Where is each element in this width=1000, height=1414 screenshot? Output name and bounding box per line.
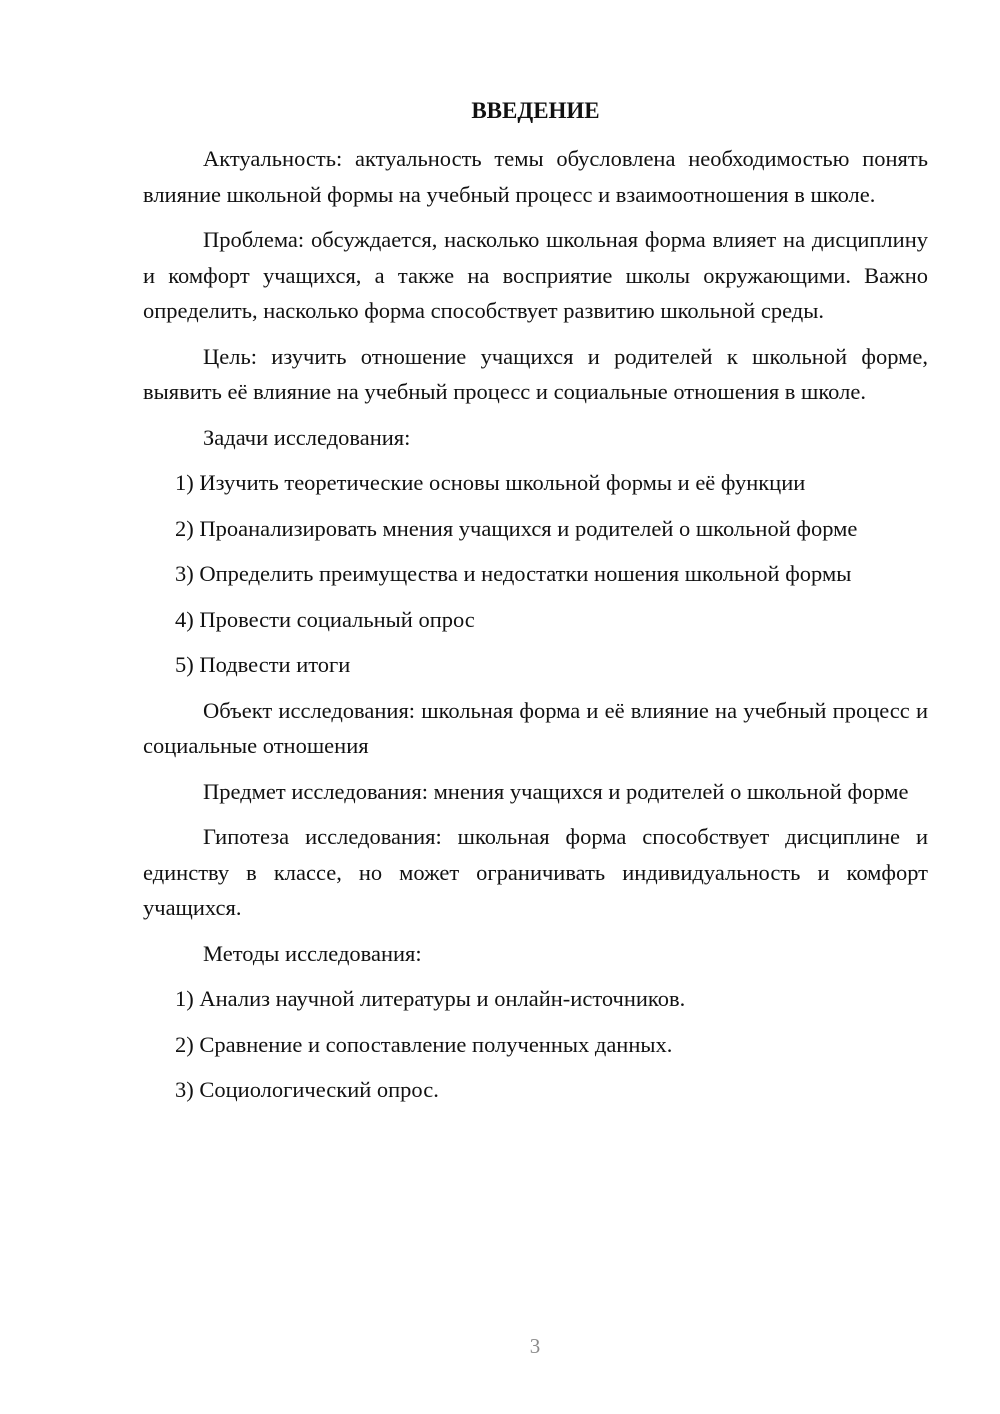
relevance-paragraph: Актуальность: актуальность темы обусловлена необходимостью понять влияние школьной формы на учебный процесс и взаимоотношения в школе. — [143, 146, 928, 207]
task-item: 2) Проанализировать мнения учащихся и родителей о школьной форме — [175, 515, 858, 541]
object-paragraph: Объект исследования: школьная форма и её влияние на учебный процесс и социальные отношения — [143, 697, 928, 758]
task-item: 1) Изучить теоретические основы школьной формы и её функции — [175, 470, 806, 495]
subject-paragraph: Предмет исследования: мнения учащихся и родителей о школьной форме — [203, 778, 909, 804]
section-heading: ВВЕДЕНИЕ — [471, 98, 600, 123]
page-number: 3 — [529, 1334, 541, 1358]
problem-paragraph: Проблема: обсуждается, насколько школьная форма влияет на дисциплину и комфорт учащихся, а также на восприятие школы окружающими. Важно определить, насколько форма способствует развитию школьной среды. — [143, 227, 928, 323]
task-item: 3) Определить преимущества и недостатки ношения школьной формы — [175, 561, 852, 586]
method-item: 2) Сравнение и сопоставление полученных данных. — [175, 1031, 673, 1057]
task-item: 5) Подвести итоги — [175, 652, 351, 677]
goal-paragraph: Цель: изучить отношение учащихся и родителей к школьной форме, выявить её влияние на учебный процесс и социальные отношения в школе. — [143, 343, 928, 404]
document-body — [143, 96, 928, 1118]
tasks-title: Задачи исследования: — [203, 424, 411, 450]
hypothesis-paragraph: Гипотеза исследования: школьная форма способствует дисциплине и единству в классе, но может ограничивать индивидуальность и комфорт учащихся. — [143, 824, 928, 920]
task-item: 4) Провести социальный опрос — [175, 606, 475, 632]
method-item: 1) Анализ научной литературы и онлайн-источников. — [175, 986, 686, 1011]
methods-title: Методы исследования: — [203, 940, 422, 966]
method-item: 3) Социологический опрос. — [175, 1077, 439, 1102]
